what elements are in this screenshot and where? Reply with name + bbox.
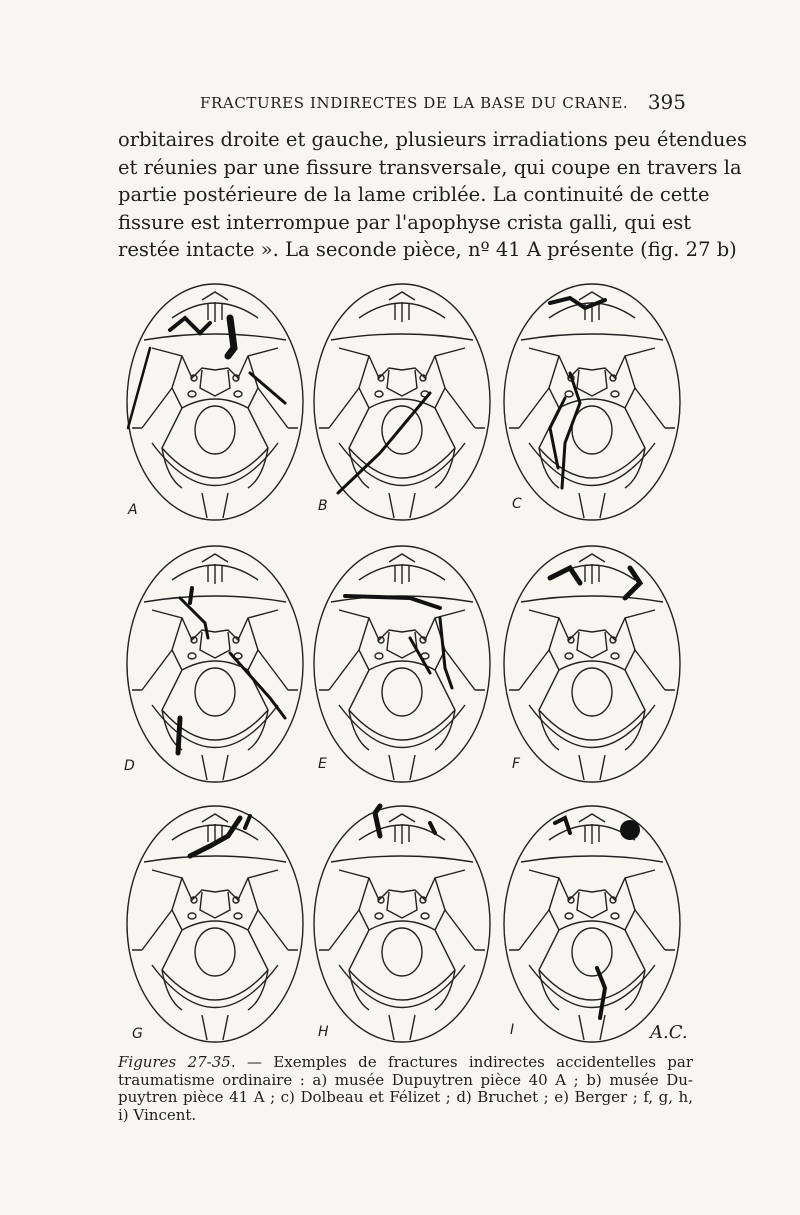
body-line: fissure est interrompue par l'apophyse crista galli, qui est (118, 210, 692, 234)
body-line: orbitaires droite et gauche, plusieurs irradiations peu étendues (118, 128, 747, 151)
caption-line: traumatisme ordinaire : a) musée Dupuytren pièce 40 A ; b) musée Du- (118, 1070, 693, 1089)
panel-label-i: I (510, 1022, 515, 1038)
artist-signature: A.C. (650, 1022, 688, 1043)
page-number: 395 (647, 90, 686, 114)
caption-line: i) Vincent. (118, 1105, 197, 1124)
caption-line (118, 1054, 693, 1072)
body-line: et réunies par une fissure transversale, qui coupe en travers la (118, 155, 742, 179)
panel-label-e: E (318, 756, 327, 772)
running-title: FRACTURES INDIRECTES DE LA BASE DU CRANE. (200, 94, 629, 112)
caption-text: — Exemples de fractures indirectes accidentelles par (235, 1053, 693, 1071)
panel-label-f: F (512, 756, 521, 772)
caption-label: Figures 27-35. (118, 1053, 236, 1071)
panel-label-g: G (132, 1026, 143, 1042)
fracture-lines (110, 278, 690, 1048)
panel-label-d: D (124, 758, 135, 774)
panel-label-c: C (512, 496, 522, 512)
body-line: restée intacte ». La seconde pièce, nº 41 A présente (fig. 27 b) (118, 238, 737, 261)
body-text (118, 126, 747, 264)
figure-caption (118, 1054, 693, 1124)
caption-line: puytren pièce 41 A ; c) Dolbeau et Félizet ; d) Bruchet ; e) Berger ; f, g, h, (118, 1088, 693, 1106)
running-header (118, 92, 690, 116)
panel-label-b: B (318, 498, 328, 514)
body-line: partie postérieure de la lame criblée. La continuité de cette (118, 183, 710, 206)
panel-label-a: A (128, 502, 138, 518)
panel-label-h: H (318, 1024, 329, 1040)
figure-plate (110, 278, 690, 1048)
